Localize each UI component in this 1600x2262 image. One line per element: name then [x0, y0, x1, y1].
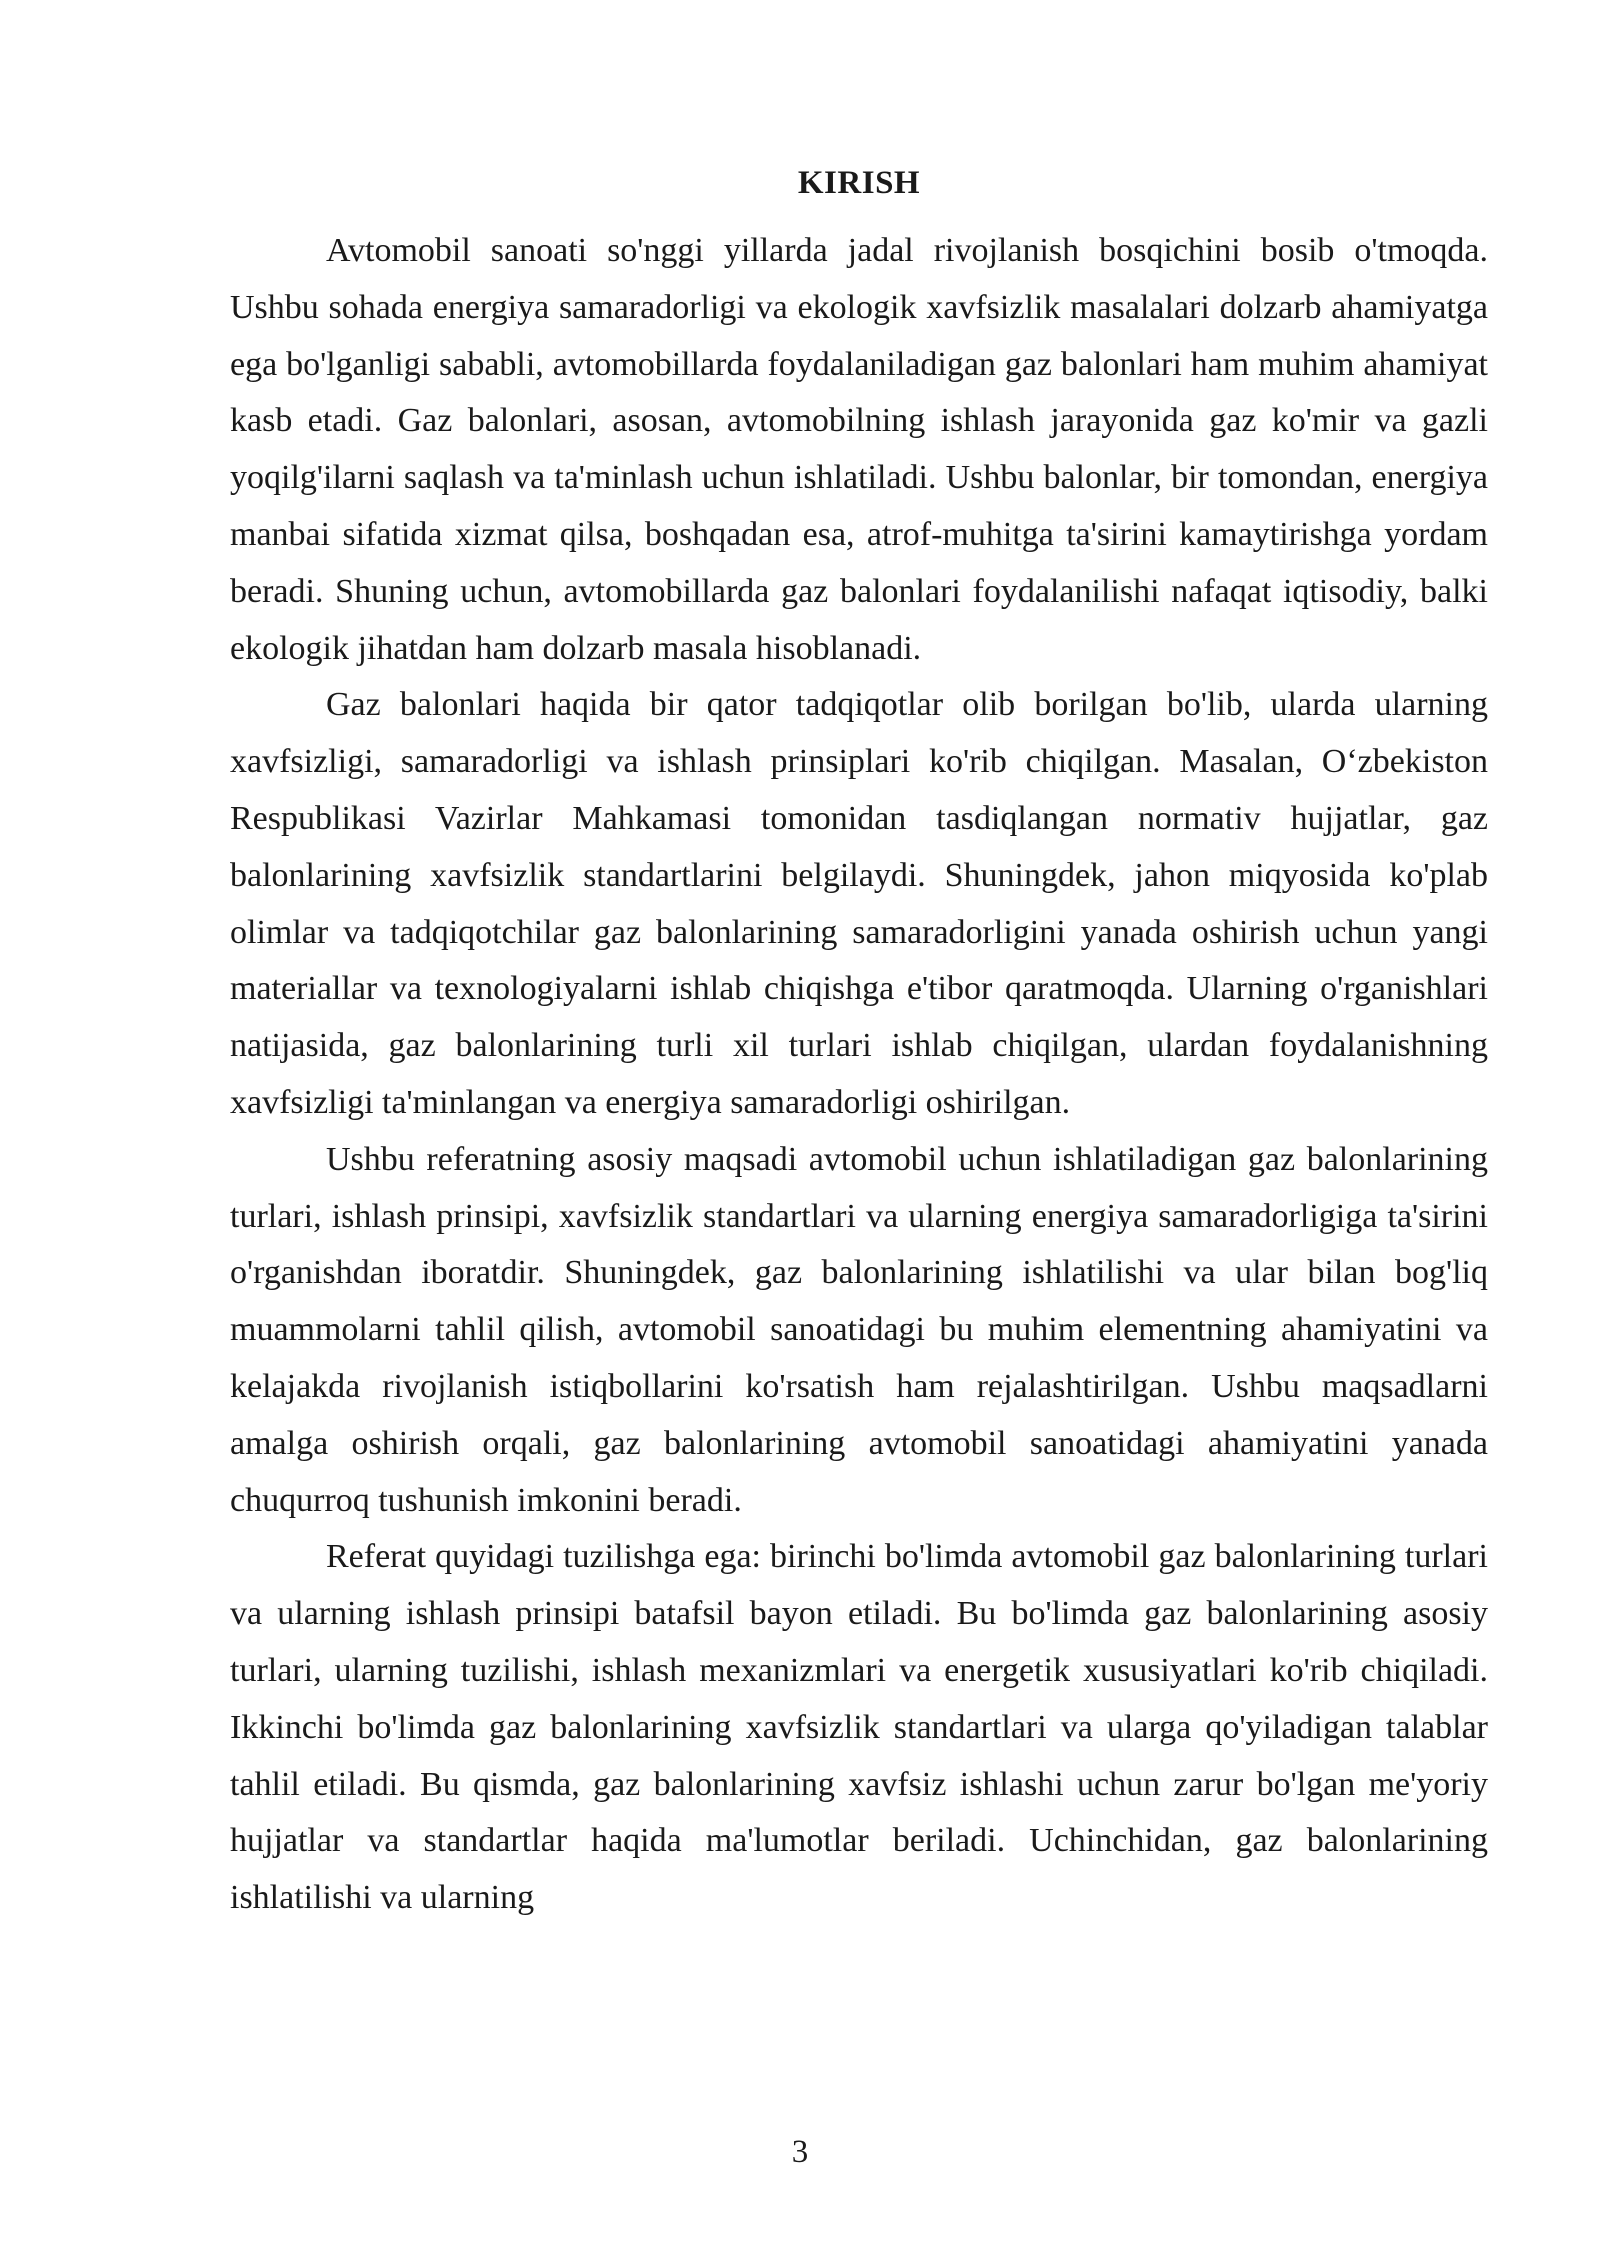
- paragraph-4: Referat quyidagi tuzilishga ega: birinchi bo'limda avtomobil gaz balonlarining turlari va ularning ishlash prinsipi batafsil bayon etiladi. Bu bo'limda gaz balonlarining asosiy turlari, ularning tuzilishi, ishlash mexanizmlari va energetik xususiyatlari ko'rib chiqiladi. Ikkinchi bo'limda gaz balonlarining xavfsizlik standartlari va ularga qo'yiladigan talablar tahlil etiladi. Bu qismda, gaz balonlarining xavfsiz ishlashi uchun zarur bo'lgan me'yoriy hujjatlar va standartlar haqida ma'lumotlar beriladi. Uchinchidan, gaz balonlarining ishlatilishi va ularning: [230, 1538, 1488, 1917]
- paragraph-1: Avtomobil sanoati so'nggi yillarda jadal rivojlanish bosqichini bosib o'tmoqda. Ushbu sohada energiya samaradorligi va ekologik xavfsizlik masalalari dolzarb ahamiyatga ega bo'lganligi sababli, avtomobillarda foydalaniladigan gaz balonlari ham muhim ahamiyat kasb etadi. Gaz balonlari, asosan, avtomobilning ishlash jarayonida gaz ko'mir va gazli yoqilg'ilarni saqlash va ta'minlash uchun ishlatiladi. Ushbu balonlar, bir tomondan, energiya manbai sifatida xizmat qilsa, boshqadan esa, atrof-muhitga ta'sirini kamaytirishga yordam beradi. Shuning uchun, avtomobillarda gaz balonlari foydalanilishi nafaqat iqtisodiy, balki ekologik jihatdan ham dolzarb masala hisoblanadi.: [230, 232, 1488, 667]
- paragraph-3: Ushbu referatning asosiy maqsadi avtomobil uchun ishlatiladigan gaz balonlarining turlari, ishlash prinsipi, xavfsizlik standartlari va ularning energiya samaradorligiga ta'sirini o'rganishdan iboratdir. Shuningdek, gaz balonlarining ishlatilishi va ular bilan bog'liq muammolarni tahlil qilish, avtomobil sanoatidagi bu muhim elementning ahamiyatini va kelajakda rivojlanish istiqbollarini ko'rsatish ham rejalashtirilgan. Ushbu maqsadlarni amalga oshirish orqali, gaz balonlarining avtomobil sanoatidagi ahamiyatini yanada chuqurroq tushunish imkonini beradi.: [230, 1140, 1488, 1519]
- page-number: 3: [791, 2134, 809, 2170]
- section-title: KIRISH: [797, 165, 921, 201]
- page-content: [230, 163, 1488, 1927]
- paragraph-2: Gaz balonlari haqida bir qator tadqiqotlar olib borilgan bo'lib, ularda ularning xavfsizligi, samaradorligi va ishlash prinsiplari ko'rib chiqilgan. Masalan, O‘zbekiston Respublikasi Vazirlar Mahkamasi tomonidan tasdiqlangan normativ hujjatlar, gaz balonlarining xavfsizlik standartlarini belgilaydi. Shuningdek, jahon miqyosida ko'plab olimlar va tadqiqotchilar gaz balonlarining samaradorligini yanada oshirish uchun yangi materiallar va texnologiyalarni ishlab chiqishga e'tibor qaratmoqda. Ularning o'rganishlari natijasida, gaz balonlarining turli xil turlari ishlab chiqilgan, ulardan foydalanishning xavfsizligi ta'minlangan va energiya samaradorligi oshirilgan.: [230, 686, 1488, 1121]
